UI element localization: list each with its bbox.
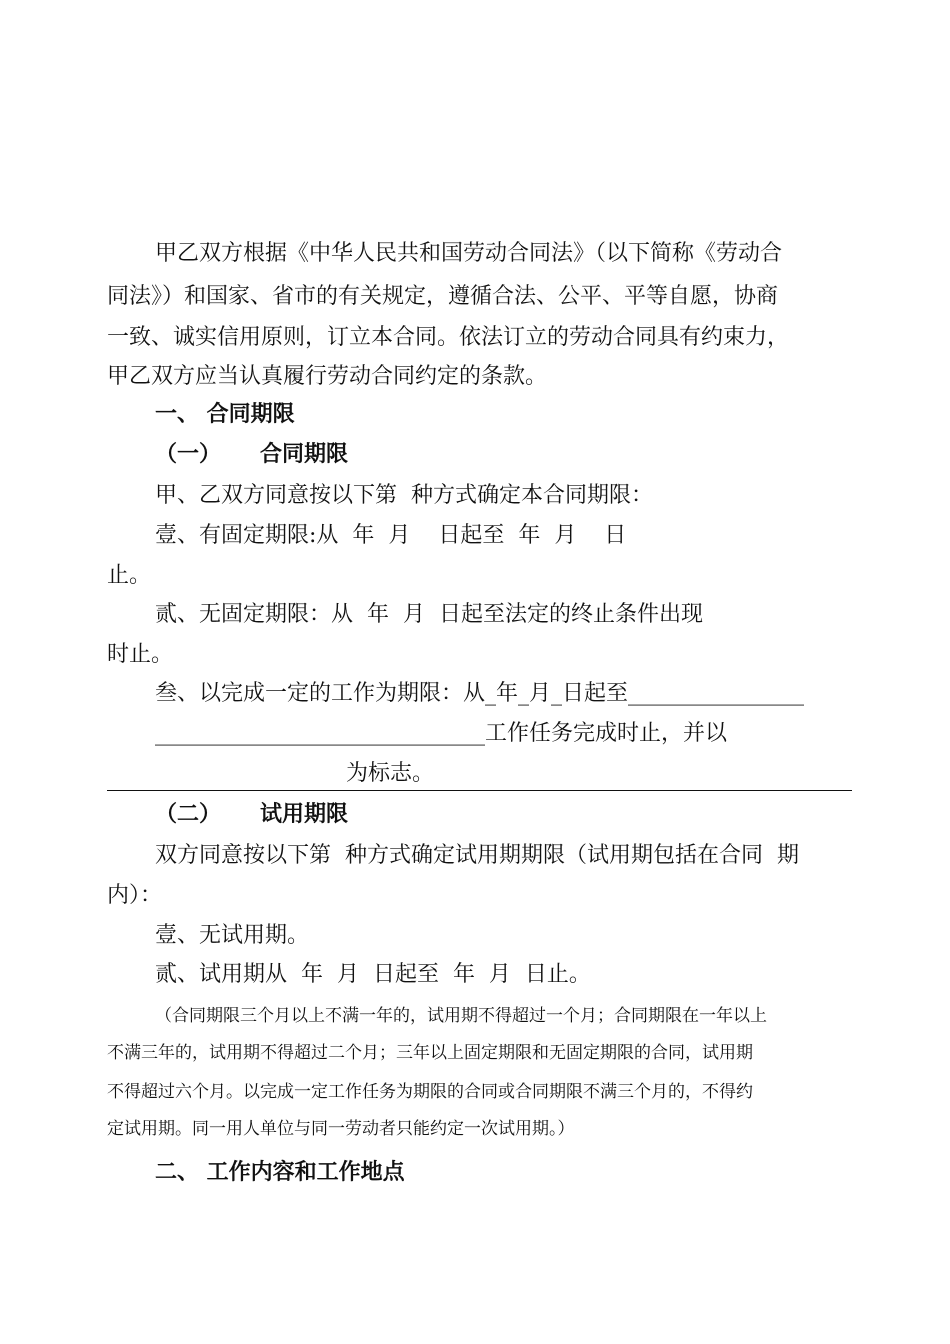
term-option-2-line-1: 贰、无固定期限：从 年 月 日起至法定的终止条件出现: [155, 602, 703, 627]
term-option-1-line-1: 壹、有固定期限:从 年 月 日起至 年 月 日: [155, 523, 627, 548]
section-2-title: 二、 工作内容和工作地点: [155, 1160, 405, 1185]
probation-option-1: 壹、无试用期。: [155, 923, 310, 948]
preamble-line-3: 一致、诚实信用原则，订立本合同。依法订立的劳动合同具有约束力，: [107, 325, 790, 350]
section-1-title: 一、 合同期限: [155, 402, 295, 427]
subsection-1-number: （一）: [155, 442, 222, 467]
probation-option-2: 贰、试用期从 年 月 日起至 年 月 日止。: [155, 962, 591, 987]
term-option-3-line-2: ______________________________工作任务完成时止，并以: [155, 721, 728, 746]
term-option-3-line-1: 叁、以完成一定的工作为期限：从_年_月_日起至________________: [155, 681, 805, 706]
preamble-line-4: 甲乙双方应当认真履行劳动合同约定的条款。: [107, 364, 548, 389]
subsection-2-number: （二）: [155, 802, 222, 827]
probation-note-line-4: 定试用期。同一用人单位与同一劳动者只能约定一次试用期。）: [107, 1119, 575, 1139]
probation-intro-line-2: 内）：: [107, 883, 163, 908]
probation-note-line-3: 不得超过六个月。以完成一定工作任务为期限的合同或合同期限不满三个月的，不得约: [107, 1082, 753, 1102]
subsection-1-title: 合同期限: [260, 442, 349, 467]
term-option-3-line-3: 为标志。: [346, 761, 435, 786]
probation-intro-line-1: 双方同意按以下第 种方式确定试用期期限（试用期包括在合同 期: [155, 843, 799, 868]
probation-note-line-2: 不满三年的，试用期不得超过二个月；三年以上固定期限和无固定期限的合同，试用期: [107, 1043, 753, 1063]
term-option-2-line-2: 时止。: [107, 642, 174, 667]
term-intro: 甲、乙双方同意按以下第 种方式确定本合同期限：: [155, 483, 653, 508]
fill-in-underline: [107, 790, 852, 791]
term-option-1-line-2: 止。: [107, 563, 152, 588]
subsection-2-title: 试用期限: [260, 802, 349, 827]
probation-note-line-1: （合同期限三个月以上不满一年的，试用期不得超过一个月；合同期限在一年以上: [155, 1006, 767, 1026]
preamble-line-2: 同法》）和国家、省市的有关规定，遵循合法、公平、平等自愿，协商: [107, 284, 779, 309]
preamble-line-1: 甲乙双方根据《中华人民共和国劳动合同法》（以下简称《劳动合: [155, 241, 783, 266]
